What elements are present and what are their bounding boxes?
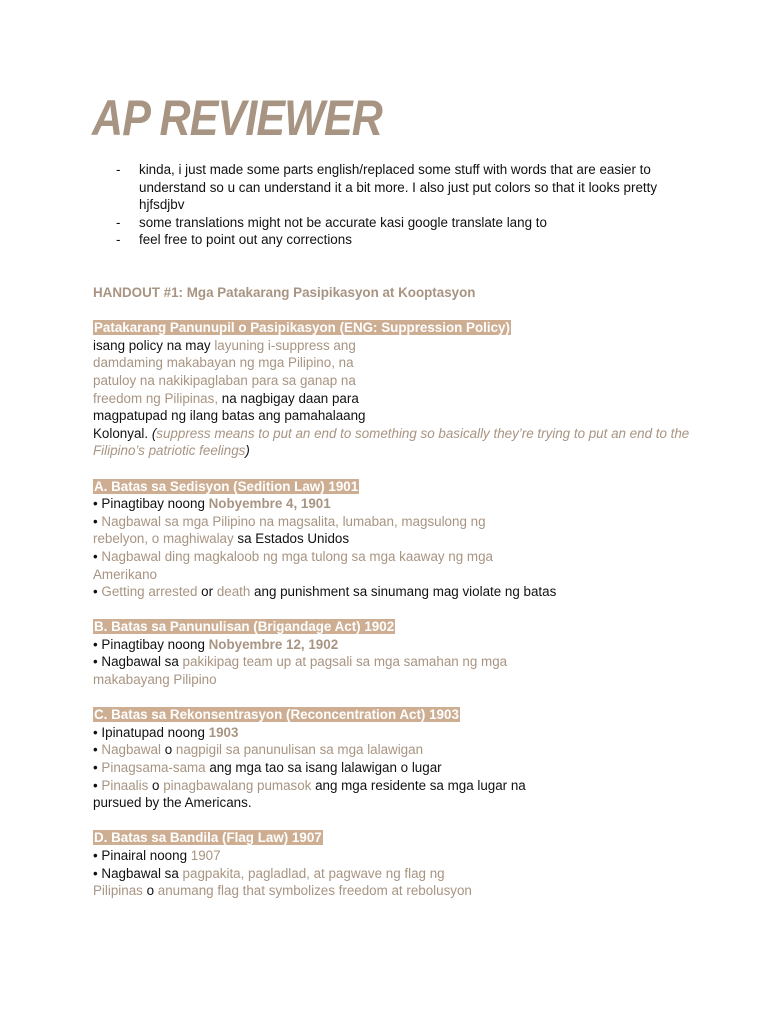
bullet-line — [93, 653, 693, 671]
date-text: 1903 — [208, 724, 239, 740]
text: • Pinagtibay noong — [93, 636, 209, 652]
bullet-line — [93, 724, 693, 742]
paragraph-line — [93, 425, 693, 460]
accent-text: pinagbawalang pumasok — [163, 777, 312, 793]
bullet-line — [93, 636, 693, 654]
section-heading-text: B. Batas sa Panunulisan (Brigandage Act) 1902 — [94, 619, 395, 635]
accent-text: pagpakita, pagladlad, at pagwave ng flag ng — [182, 865, 445, 881]
list-item: - feel free to point out any corrections — [116, 231, 676, 249]
bullet-line — [93, 847, 693, 865]
text: • — [93, 742, 102, 758]
text: or — [197, 584, 217, 600]
bullet-line: makabayang Pilipino — [93, 672, 217, 688]
accent-text: Pinaalis — [101, 777, 149, 793]
date-text: Nobyembre 12, 1902 — [208, 636, 339, 652]
handout-content — [93, 284, 693, 900]
bullet-line — [93, 777, 693, 795]
paragraph-line: magpatupad ng ilang batas ang pamahalaang — [93, 408, 366, 424]
bullet-line — [93, 530, 693, 548]
text: • Nagbawal sa — [93, 654, 183, 670]
accent-text: rebelyon, o maghiwalay — [93, 531, 234, 547]
section-heading — [93, 829, 693, 847]
accent-text: Pinagsama-sama — [101, 760, 206, 776]
text: • — [93, 548, 102, 564]
text: ) — [245, 443, 250, 459]
text: o — [148, 777, 164, 793]
bullet-line — [93, 495, 693, 513]
text: sa Estados Unidos — [233, 531, 350, 547]
bullet-line — [93, 865, 693, 883]
text: • — [93, 760, 102, 776]
section-heading — [93, 319, 693, 337]
section-heading-text: Patakarang Panunupil o Pasipikasyon (ENG: Suppression Policy) — [94, 320, 510, 336]
paragraph-line — [93, 337, 693, 355]
text: isang policy na may — [93, 337, 215, 353]
note-text: suppress means to put an end to something so basically they’re trying to put an end to the Filipino’s patriotic feelings — [93, 425, 690, 459]
text: Kolonyal. — [93, 425, 152, 441]
text: ang punishment sa sinumang mag violate ng batas — [250, 584, 557, 600]
text: • — [93, 584, 102, 600]
bullet-line: pursued by the Americans. — [93, 795, 252, 811]
text: na nagbigay daan para — [218, 390, 359, 406]
date-text: 1907 — [190, 848, 221, 863]
accent-text: anumang flag that symbolizes freedom at rebolusyon — [157, 883, 472, 899]
text: • Pinagtibay noong — [93, 496, 209, 512]
text: • — [93, 513, 102, 529]
section-heading — [93, 618, 693, 636]
text: o — [142, 883, 158, 899]
paragraph-line — [93, 390, 693, 408]
section-heading — [93, 478, 693, 496]
accent-text: death — [216, 584, 251, 600]
text: • Ipinatupad noong — [93, 724, 209, 740]
accent-text: layuning i-suppress ang — [214, 337, 356, 353]
bullet-line — [93, 548, 693, 566]
section-heading-text: D. Batas sa Bandila (Flag Law) 1907 — [94, 830, 322, 846]
accent-text: pakikipag team up at pagsali sa mga samahan ng mga — [182, 654, 508, 670]
page-title: AP REVIEWER — [92, 90, 382, 146]
text: o — [160, 742, 176, 758]
accent-text: Nagbawal — [101, 742, 161, 758]
accent-text: nagpigil sa panunulisan sa mga lalawigan — [175, 742, 424, 758]
section-heading — [93, 706, 693, 724]
bullet-line — [93, 882, 693, 900]
text: ( — [151, 425, 157, 441]
paragraph-line: damdaming makabayan ng mga Pilipino, na — [93, 355, 354, 371]
bullet-line — [93, 759, 693, 777]
accent-text: Nagbawal sa mga Pilipino na magsalita, lumaban, magsulong ng — [101, 513, 486, 529]
bullet-line: Amerikano — [93, 566, 158, 582]
paragraph-line: patuloy na nakikipaglaban para sa ganap na — [93, 372, 356, 388]
text: ang mga tao sa isang lalawigan o lugar — [205, 760, 442, 776]
bullet-line — [93, 583, 693, 601]
text: • Nagbawal sa — [93, 865, 183, 881]
section-heading-text: A. Batas sa Sedisyon (Sedition Law) 1901 — [94, 478, 359, 494]
list-item: - kinda, i just made some parts english/replaced some stuff with words that are easier to understand so u can understand it a bit more. I also just put colors so that it looks pretty hjfsdjbv — [116, 161, 676, 214]
accent-text: freedom ng Pilipinas, — [93, 390, 219, 406]
list-item: - some translations might not be accurate kasi google translate lang to — [116, 214, 676, 232]
section-heading-text: C. Batas sa Rekonsentrasyon (Reconcentration Act) 1903 — [94, 707, 459, 723]
text: ang mga residente sa mga lugar na — [311, 777, 526, 793]
accent-text: Pilipinas — [93, 883, 143, 899]
accent-text: Getting arrested — [101, 584, 198, 600]
accent-text: Nagbawal ding magkaloob ng mga tulong sa mga kaaway ng mga — [101, 548, 493, 564]
text: • — [93, 777, 102, 793]
text: • Pinairal noong — [93, 848, 191, 863]
intro-notes-list — [116, 161, 676, 249]
bullet-line — [93, 513, 693, 531]
date-text: Nobyembre 4, 1901 — [208, 496, 331, 512]
handout-title: HANDOUT #1: Mga Patakarang Pasipikasyon at Kooptasyon — [93, 285, 476, 300]
bullet-line — [93, 741, 693, 759]
